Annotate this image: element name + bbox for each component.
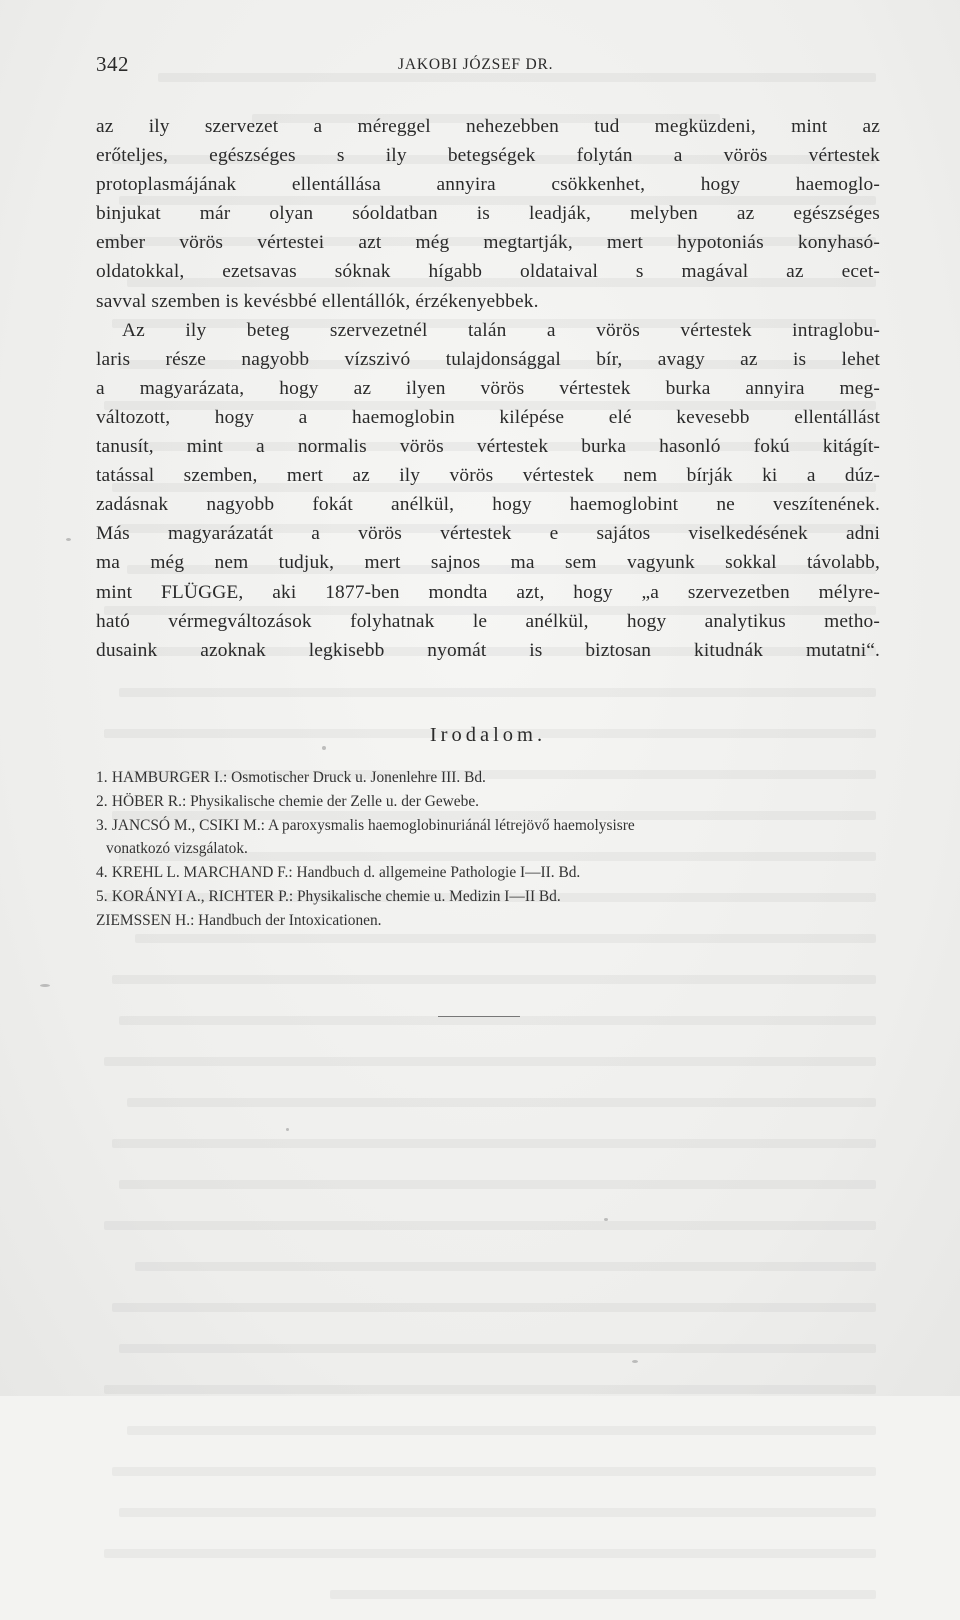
reference-line xyxy=(96,861,886,885)
section-title: Irodalom. xyxy=(429,724,547,746)
text-line: tanusít, mint a normalis vörös vértestek burka hasonló fokú kitágít- xyxy=(96,436,880,458)
reference-item xyxy=(96,814,886,862)
reference-title: : Osmotischer Druck u. Jonenlehre III. Bd. xyxy=(223,769,486,786)
reference-line xyxy=(96,814,886,838)
reference-number: 1. xyxy=(96,769,108,786)
text-line: ma még nem tudjuk, mert sajnos ma sem vagyunk sokkal távolabb, xyxy=(96,552,880,574)
paragraph xyxy=(96,316,880,520)
text-line: dusaink azoknak legkisebb nyomát is biztosan kitudnák mutatni“. xyxy=(96,639,880,661)
reference-item xyxy=(96,885,886,909)
page-header xyxy=(96,52,880,82)
scan-speck xyxy=(66,538,71,541)
paragraph xyxy=(96,519,880,664)
reference-line xyxy=(96,909,886,933)
running-head: JAKOBI JÓZSEF DR. xyxy=(398,56,554,73)
reference-title: : Physikalische chemie der Zelle u. der Gewebe. xyxy=(181,792,479,810)
reference-item xyxy=(96,790,886,814)
reference-title: : Handbuch der Intoxicationen. xyxy=(190,911,382,929)
reference-continuation: vonatkozó vizsgálatok. xyxy=(106,840,248,858)
text-line: protoplasmájának ellentállása annyira csökkenhet, hogy haemoglo- xyxy=(96,174,880,196)
scan-speck xyxy=(604,1218,608,1221)
reference-item xyxy=(96,909,886,933)
reference-author: JANCSÓ M., CSIKI M. xyxy=(111,816,261,834)
scan-speck xyxy=(632,1360,638,1363)
scan-speck xyxy=(286,1128,289,1131)
paragraph xyxy=(96,112,880,316)
reference-title: : A paroxysmalis haemoglobinuriánál létrejövő haemolysisre xyxy=(260,816,635,834)
reference-author: HÖBER R. xyxy=(111,792,182,810)
reference-line xyxy=(96,766,886,790)
scan-speck xyxy=(322,746,326,750)
text-line: ember vörös vértestei azt még megtartják, mert hypotoniás konyhasó- xyxy=(96,232,880,254)
reference-title: : Handbuch d. allgemeine Pathologie I—II. Bd. xyxy=(288,864,581,882)
reference-item xyxy=(96,766,886,790)
text-line: Az ily beteg szervezetnél talán a vörös vértestek intraglobu- xyxy=(122,319,880,341)
reference-line xyxy=(96,790,886,814)
closing-rule xyxy=(438,1016,520,1017)
body-text xyxy=(96,112,880,665)
scan-speck xyxy=(40,984,50,987)
text-line: változott, hogy a haemoglobin kilépése elé kevesebb ellentállást xyxy=(96,406,880,428)
reference-author: KREHL L. MARCHAND F. xyxy=(111,864,289,882)
reference-author: ZIEMSSEN H. xyxy=(96,911,191,929)
reference-title: : Physikalische chemie u. Medizin I—II Bd. xyxy=(288,887,561,905)
text-line: zadásnak nagyobb fokát anélkül, hogy haemoglobint ne veszítenének. xyxy=(96,494,880,516)
text-line: Más magyarázatát a vörös vértestek e sajátos viselkedésének adni xyxy=(96,523,880,545)
text-line: az ily szervezet a méreggel nehezebben tud megküzdeni, mint az xyxy=(96,116,880,137)
text-line: savval szemben is kevésbbé ellentállók, érzékenyebbek. xyxy=(96,290,539,312)
reference-number: 2. xyxy=(96,792,108,810)
text-line: laris része nagyobb vízszivó tulajdonsággal bír, avagy az is lehet xyxy=(96,348,880,370)
text-line: binjukat már olyan sóoldatban is leadják, melyben az egészséges xyxy=(96,203,880,225)
text-line: tatással szemben, mert az ily vörös vértestek nem bírják ki a dúz- xyxy=(96,465,880,487)
reference-number: 3. xyxy=(96,816,108,834)
text-line: a magyarázata, hogy az ilyen vörös vértestek burka annyira meg- xyxy=(96,377,880,399)
text-line: erőteljes, egészséges s ily betegségek folytán a vörös vértestek xyxy=(96,145,880,167)
text-line: mint FLÜGGE, aki 1877-ben mondta azt, hogy „a szervezetben mélyre- xyxy=(96,581,880,603)
reference-author: KORÁNYI A., RICHTER P. xyxy=(111,887,289,905)
reference-author: HAMBURGER I. xyxy=(111,769,224,786)
reference-list xyxy=(96,766,886,933)
text-line: oldatokkal, ezetsavas sóknak hígabb oldataival s magával az ecet- xyxy=(96,261,880,283)
reference-number: 5. xyxy=(96,887,108,905)
text-line: ható vérmegváltozások folyhatnak le anélkül, hogy analytikus metho- xyxy=(96,610,880,632)
page-number: 342 xyxy=(96,52,129,76)
reference-item xyxy=(96,861,886,885)
reference-number: 4. xyxy=(96,864,108,882)
reference-line xyxy=(96,885,886,909)
